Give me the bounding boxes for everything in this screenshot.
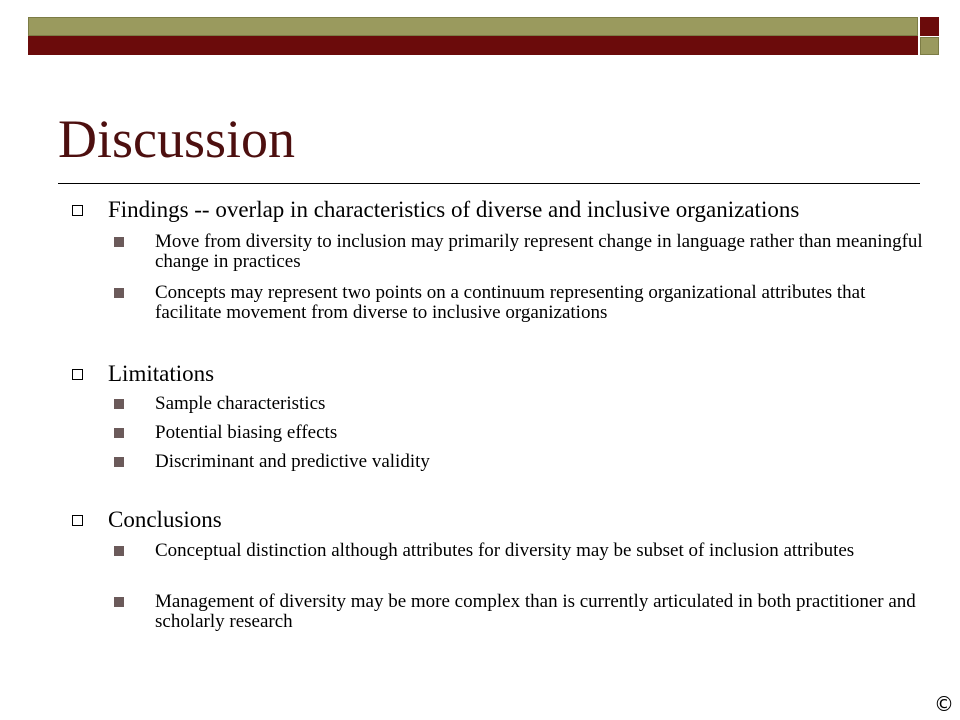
square-bullet-icon xyxy=(72,369,83,380)
section-heading-limitations: Limitations xyxy=(108,361,215,386)
square-bullet-icon xyxy=(114,399,124,409)
section-point: Conceptual distinction although attributes for diversity may be subset of inclusion attributes xyxy=(155,540,855,561)
slide-title: Discussion xyxy=(58,109,296,169)
square-bullet-icon xyxy=(114,428,124,438)
section-heading-conclusions: Conclusions xyxy=(108,507,222,532)
section-heading-findings: Findings -- overlap in characteristics of diverse and inclusive organizations xyxy=(108,197,800,222)
section-point: Sample characteristics xyxy=(155,393,326,414)
section-point: Management of diversity may be more complex than is currently articulated in both practitioner and scholarly research xyxy=(155,591,916,632)
section-point: Concepts may represent two points on a continuum representing organizational attributes that facilitate movement from diverse to inclusive organizations xyxy=(155,282,866,323)
square-bullet-icon xyxy=(72,205,83,216)
square-bullet-icon xyxy=(114,237,124,247)
copyright-symbol: © xyxy=(934,692,954,716)
square-bullet-icon xyxy=(72,515,83,526)
section-point: Discriminant and predictive validity xyxy=(155,451,430,472)
section-point: Move from diversity to inclusion may primarily represent change in language rather than meaningful change in practices xyxy=(155,231,923,272)
square-bullet-icon xyxy=(114,546,124,556)
section-point: Potential biasing effects xyxy=(155,422,338,443)
square-bullet-icon xyxy=(114,457,124,467)
square-bullet-icon xyxy=(114,288,124,298)
square-bullet-icon xyxy=(114,597,124,607)
